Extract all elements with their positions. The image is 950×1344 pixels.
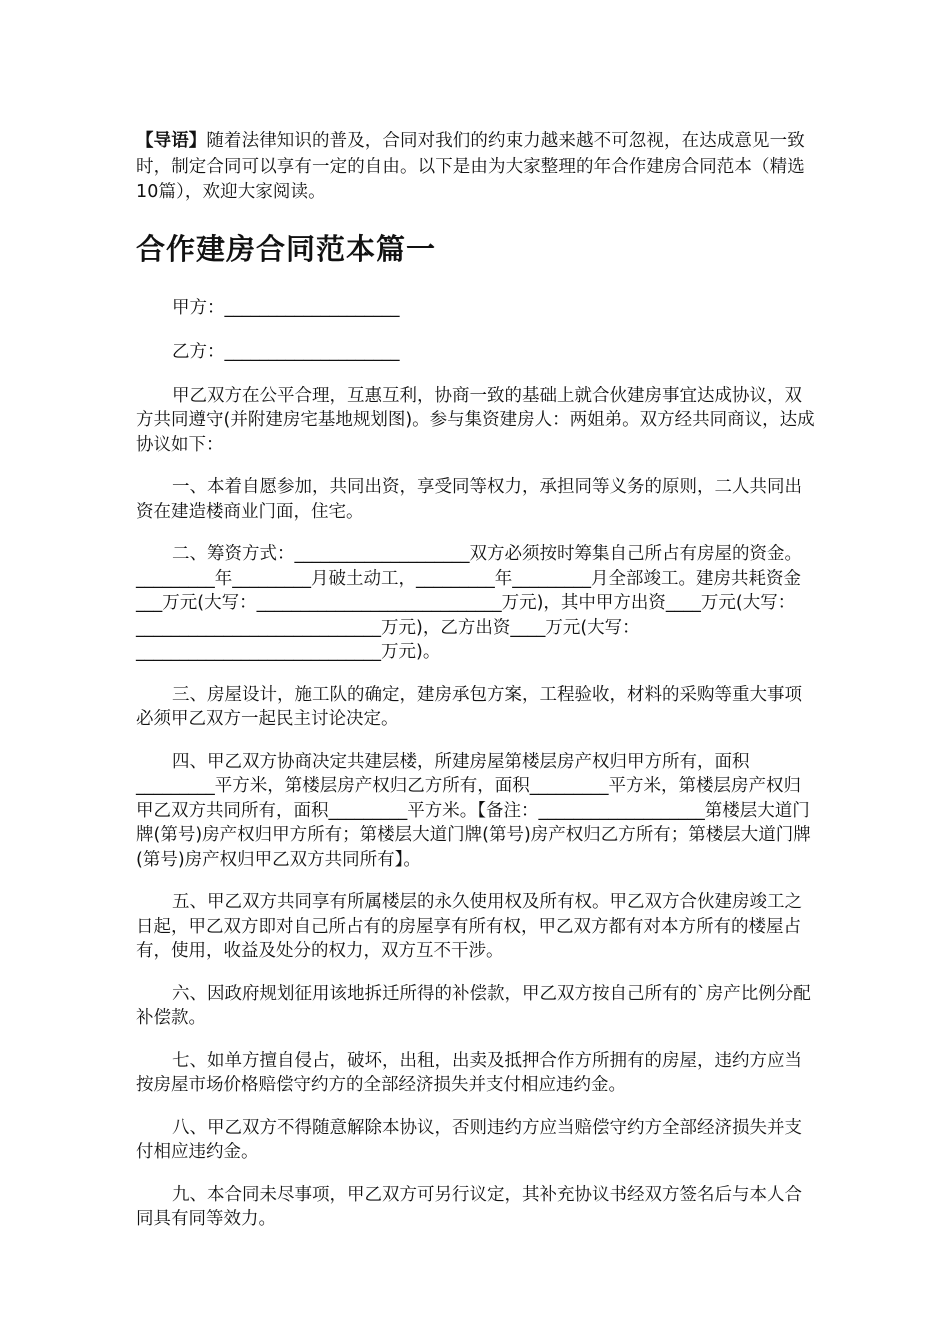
clause-6-paragraph: 六、因政府规划征用该地拆迁所得的补偿款，甲乙双方按自己所有的`房产比例分配补偿款。	[136, 983, 811, 1028]
clause-2-paragraph: 二、筹资方式：____________________双方必须按时筹集自己所占有房屋的资金。_________年_________月破土动工，_________年_________月全部竣工。建房共耗资金___万元(大写：____________________________万元)，其中甲方出资____万元(大写：____________________________万元)，乙方出资____万元(大写：____________________________万元)。	[136, 544, 802, 662]
intro-lead-label: 【导语】	[136, 131, 207, 151]
preamble-paragraph: 甲乙双方在公平合理，互惠互利，协商一致的基础上就合伙建房事宜达成协议，双方共同遵守(并附建房宅基地规划图)。参与集资建房人：两姐弟。双方经共同商议，达成协议如下：	[136, 385, 815, 455]
intro-paragraph	[136, 129, 816, 206]
clause-4-paragraph: 四、甲乙双方协商决定共建层楼，所建房屋第楼层房产权归甲方所有，面积_________平方米，第楼层房产权归乙方所有，面积_________平方米，第楼层房产权归甲乙双方共同所有，面积_________平方米。【备注：___________________第楼层大道门牌(第号)房产权归甲方所有；第楼层大道门牌(第号)房产权归乙方所有；第楼层大道门牌(第号)房产权归甲乙双方共同所有】。	[136, 751, 811, 870]
clause-1-paragraph: 一、本着自愿参加，共同出资，享受同等权力，承担同等义务的原则，二人共同出资在建造楼商业门面，住宅。	[136, 477, 802, 522]
clause-9-paragraph: 九、本合同未尽事项，甲乙双方可另行议定，其补充协议书经双方签名后与本人合同具有同等效力。	[136, 1184, 802, 1229]
document-body	[136, 129, 816, 1232]
section-heading: 合作建房合同范本篇一	[136, 231, 437, 266]
clause-3-paragraph: 三、房屋设计，施工队的确定，建房承包方案，工程验收，材料的采购等重大事项必须甲乙双方一起民主讨论决定。	[136, 684, 802, 729]
clause-5-paragraph: 五、甲乙双方共同享有所属楼层的永久使用权及所有权。甲乙双方合伙建房竣工之日起，甲乙双方即对自己所占有的房屋享有所有权，甲乙双方都有对本方所有的楼屋占有，使用，收益及处分的权力，双方互不干涉。	[136, 892, 802, 961]
intro-text: 随着法律知识的普及，合同对我们的约束力越来越不可忽视，在达成意见一致时，制定合同可以享有一定的自由。以下是由为大家整理的年合作建房合同范本（精选10篇），欢迎大家阅读。	[136, 131, 805, 202]
clause-7-paragraph: 七、如单方擅自侵占，破坏，出租，出卖及抵押合作方所拥有的房屋，违约方应当按房屋市场价格赔偿守约方的全部经济损失并支付相应违约金。	[136, 1050, 802, 1095]
party-b-line: 乙方：____________________	[172, 341, 400, 362]
clause-8-paragraph: 八、甲乙双方不得随意解除本协议，否则违约方应当赔偿守约方全部经济损失并支付相应违约金。	[136, 1117, 802, 1162]
party-a-line: 甲方：____________________	[172, 297, 400, 318]
